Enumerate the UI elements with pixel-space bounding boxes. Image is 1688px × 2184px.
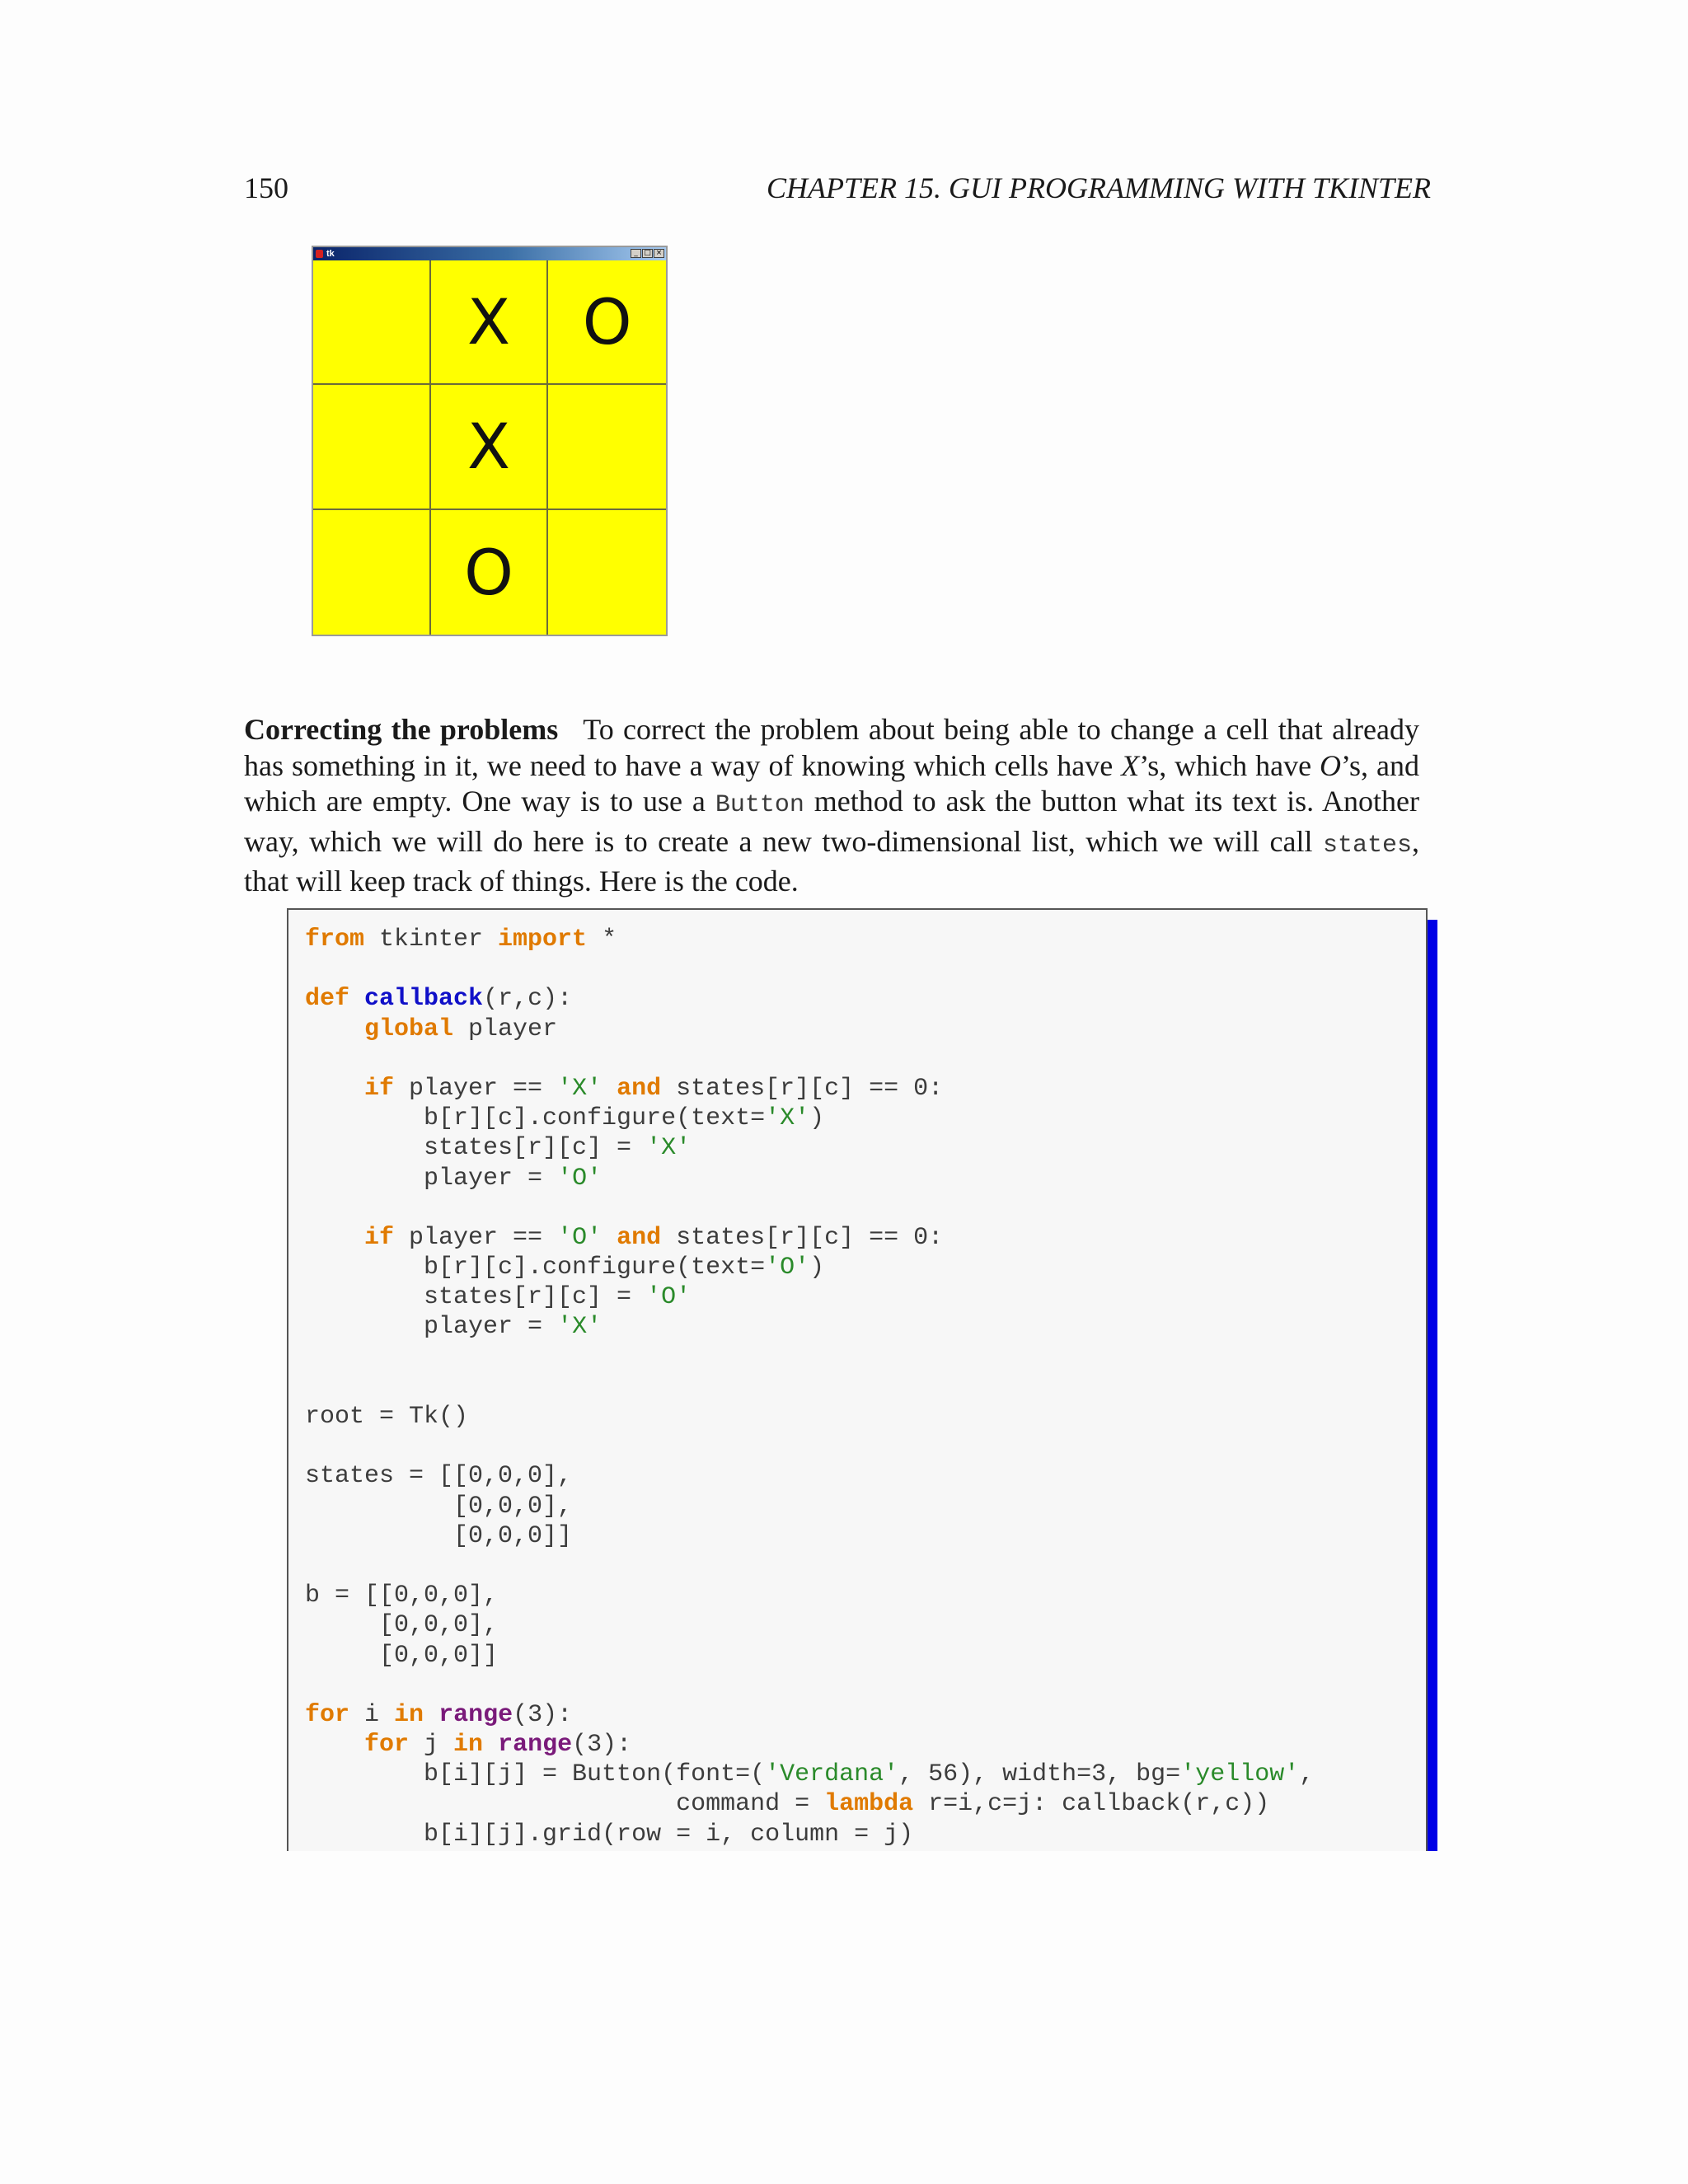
code-string: 'Verdana' — [765, 1760, 899, 1789]
code-text: states = [[0,0,0], — [305, 1462, 573, 1491]
running-head: CHAPTER 15. GUI PROGRAMMING WITH TKINTER — [767, 171, 1431, 204]
code-line — [305, 1223, 1314, 1253]
code-line — [305, 1641, 1314, 1671]
code-keyword: and — [617, 1223, 662, 1252]
code-keyword: for — [305, 1700, 350, 1729]
code-text: player = — [305, 1164, 558, 1193]
code-text: j — [409, 1731, 454, 1760]
code-text: ) — [809, 1104, 825, 1133]
code-string: 'X' — [765, 1104, 810, 1133]
paragraph-text: To correct the problem about being able to change a cell that already has something in it, we need to have a way of knowing which cells have — [244, 713, 1419, 782]
code-string: 'X' — [557, 1313, 603, 1342]
code-line — [305, 1074, 1314, 1104]
code-text: (3): — [513, 1700, 573, 1729]
code-string: 'O' — [557, 1164, 603, 1193]
code-text — [305, 1224, 364, 1252]
board-cell — [313, 385, 431, 509]
code-line — [305, 1372, 1314, 1402]
code-keyword: if — [364, 1074, 395, 1103]
code-line — [305, 1104, 1314, 1133]
body-paragraph — [244, 712, 1419, 900]
tk-feather-icon — [316, 250, 323, 258]
code-keyword: from — [305, 926, 365, 954]
code-keyword: import — [498, 926, 588, 954]
code-line — [305, 1789, 1314, 1819]
code-text: [0,0,0], — [305, 1492, 573, 1521]
code-text: b[r][c].configure(text= — [305, 1254, 766, 1282]
code-text: [0,0,0]] — [305, 1521, 573, 1550]
paragraph-text: , that will keep track of things. Here is the code. — [244, 824, 1419, 898]
code-line — [305, 1551, 1314, 1581]
code-builtin: range — [498, 1731, 573, 1760]
code-line — [305, 1671, 1314, 1700]
code-line — [305, 1015, 1314, 1044]
code-keyword: def — [305, 985, 350, 1014]
code-text — [483, 1731, 498, 1759]
code-string: 'yellow' — [1180, 1760, 1300, 1789]
code-lines — [305, 925, 1314, 1849]
code-box-shadow — [1428, 920, 1437, 1851]
board-cell: O — [548, 260, 666, 385]
paragraph-text: method to ask the button what its text is. Another way, which we will do here is to create a new two-dimensional list, which we will call — [244, 785, 1419, 858]
code-text: states[r][c] == 0: — [661, 1074, 944, 1103]
code-text: , 56), width=3, bg= — [898, 1760, 1181, 1789]
code-line — [305, 925, 1314, 954]
code-line — [305, 1133, 1314, 1163]
code-text: b[r][c].configure(text= — [305, 1104, 766, 1133]
code-keyword: lambda — [824, 1790, 914, 1819]
code-keyword: in — [453, 1731, 484, 1760]
code-text — [305, 1015, 364, 1043]
code-line — [305, 1521, 1314, 1551]
code-keyword: for — [364, 1731, 410, 1760]
code-builtin: range — [438, 1700, 513, 1729]
paragraph-text: ’s, and which are empty. One way is to use a — [244, 748, 1419, 818]
code-line — [305, 1164, 1314, 1193]
code-line — [305, 1730, 1314, 1760]
code-keyword: if — [364, 1223, 395, 1252]
code-text — [305, 1731, 364, 1759]
code-text — [349, 985, 364, 1013]
code-line — [305, 1312, 1314, 1342]
code-text — [602, 1075, 617, 1103]
code-text: root = Tk() — [305, 1403, 469, 1431]
maximize-icon: □ — [642, 249, 653, 258]
page-number: 150 — [244, 171, 288, 204]
code-text: player == — [394, 1074, 558, 1103]
code-text: * — [587, 926, 617, 954]
code-text: player == — [394, 1223, 558, 1252]
code-text — [424, 1701, 438, 1729]
code-keyword: and — [617, 1074, 662, 1103]
code-line — [305, 1282, 1314, 1312]
code-line — [305, 1432, 1314, 1461]
code-text: [0,0,0]] — [305, 1641, 499, 1670]
code-text: states[r][c] = — [305, 1283, 647, 1312]
board-cell — [313, 260, 431, 385]
minimize-icon: _ — [631, 249, 641, 258]
code-line — [305, 1700, 1314, 1730]
code-listing — [287, 908, 1428, 1851]
code-text — [305, 1075, 364, 1103]
paragraph-italic-x: X — [1121, 748, 1140, 782]
code-line — [305, 1253, 1314, 1282]
code-text: b = [[0,0,0], — [305, 1582, 499, 1610]
code-keyword: global — [364, 1015, 454, 1043]
code-text — [602, 1224, 617, 1252]
board-cell: O — [431, 510, 549, 635]
code-text: states[r][c] = — [305, 1134, 647, 1163]
code-keyword: in — [394, 1700, 424, 1729]
code-string: 'X' — [646, 1134, 692, 1163]
code-line — [305, 1820, 1314, 1849]
code-text: player = — [305, 1313, 558, 1342]
code-string: 'O' — [765, 1254, 810, 1282]
code-string: 'O' — [557, 1223, 603, 1252]
code-line — [305, 954, 1314, 984]
code-text: b[i][j] = Button(font=( — [305, 1760, 766, 1789]
board-cell — [548, 385, 666, 509]
tk-window-title: tk — [326, 249, 335, 259]
board-cell — [548, 510, 666, 635]
inline-code: states — [1322, 831, 1412, 860]
code-string: 'O' — [646, 1283, 692, 1312]
code-text: states[r][c] == 0: — [661, 1223, 944, 1252]
code-line — [305, 1461, 1314, 1491]
code-text: player — [453, 1015, 558, 1043]
code-text: command = — [305, 1790, 825, 1819]
code-text: , — [1299, 1760, 1315, 1789]
code-text: tkinter — [364, 926, 499, 954]
code-text: i — [349, 1700, 395, 1729]
code-function-name: callback — [364, 985, 484, 1014]
paragraph-text: ’s, which have — [1139, 748, 1320, 782]
inline-code: Button — [715, 791, 804, 819]
code-line — [305, 1343, 1314, 1372]
code-string: 'X' — [557, 1074, 603, 1103]
paragraph-italic-o: O — [1320, 748, 1342, 782]
code-line — [305, 1492, 1314, 1521]
code-text: (r,c): — [483, 985, 573, 1014]
code-line — [305, 984, 1314, 1014]
code-line — [305, 1581, 1314, 1610]
board-cell: X — [431, 385, 549, 509]
code-line — [305, 1402, 1314, 1432]
board-cell: X — [431, 260, 549, 385]
paragraph-lead: Correcting the problems — [244, 713, 559, 746]
code-line — [305, 1193, 1314, 1223]
tk-titlebar — [313, 247, 666, 260]
close-icon: × — [654, 249, 664, 258]
code-line — [305, 1760, 1314, 1789]
code-text: b[i][j].grid(row = i, column = j) — [305, 1820, 914, 1849]
board-cell — [313, 510, 431, 635]
code-line — [305, 1610, 1314, 1640]
code-line — [305, 1044, 1314, 1074]
code-text: (3): — [572, 1731, 632, 1760]
code-text: r=i,c=j: callback(r,c)) — [913, 1790, 1270, 1819]
tic-tac-toe-board — [313, 260, 666, 635]
code-text: ) — [809, 1254, 825, 1282]
tk-window-controls — [631, 249, 664, 258]
code-text: [0,0,0], — [305, 1611, 499, 1640]
tk-window-screenshot — [312, 246, 668, 636]
